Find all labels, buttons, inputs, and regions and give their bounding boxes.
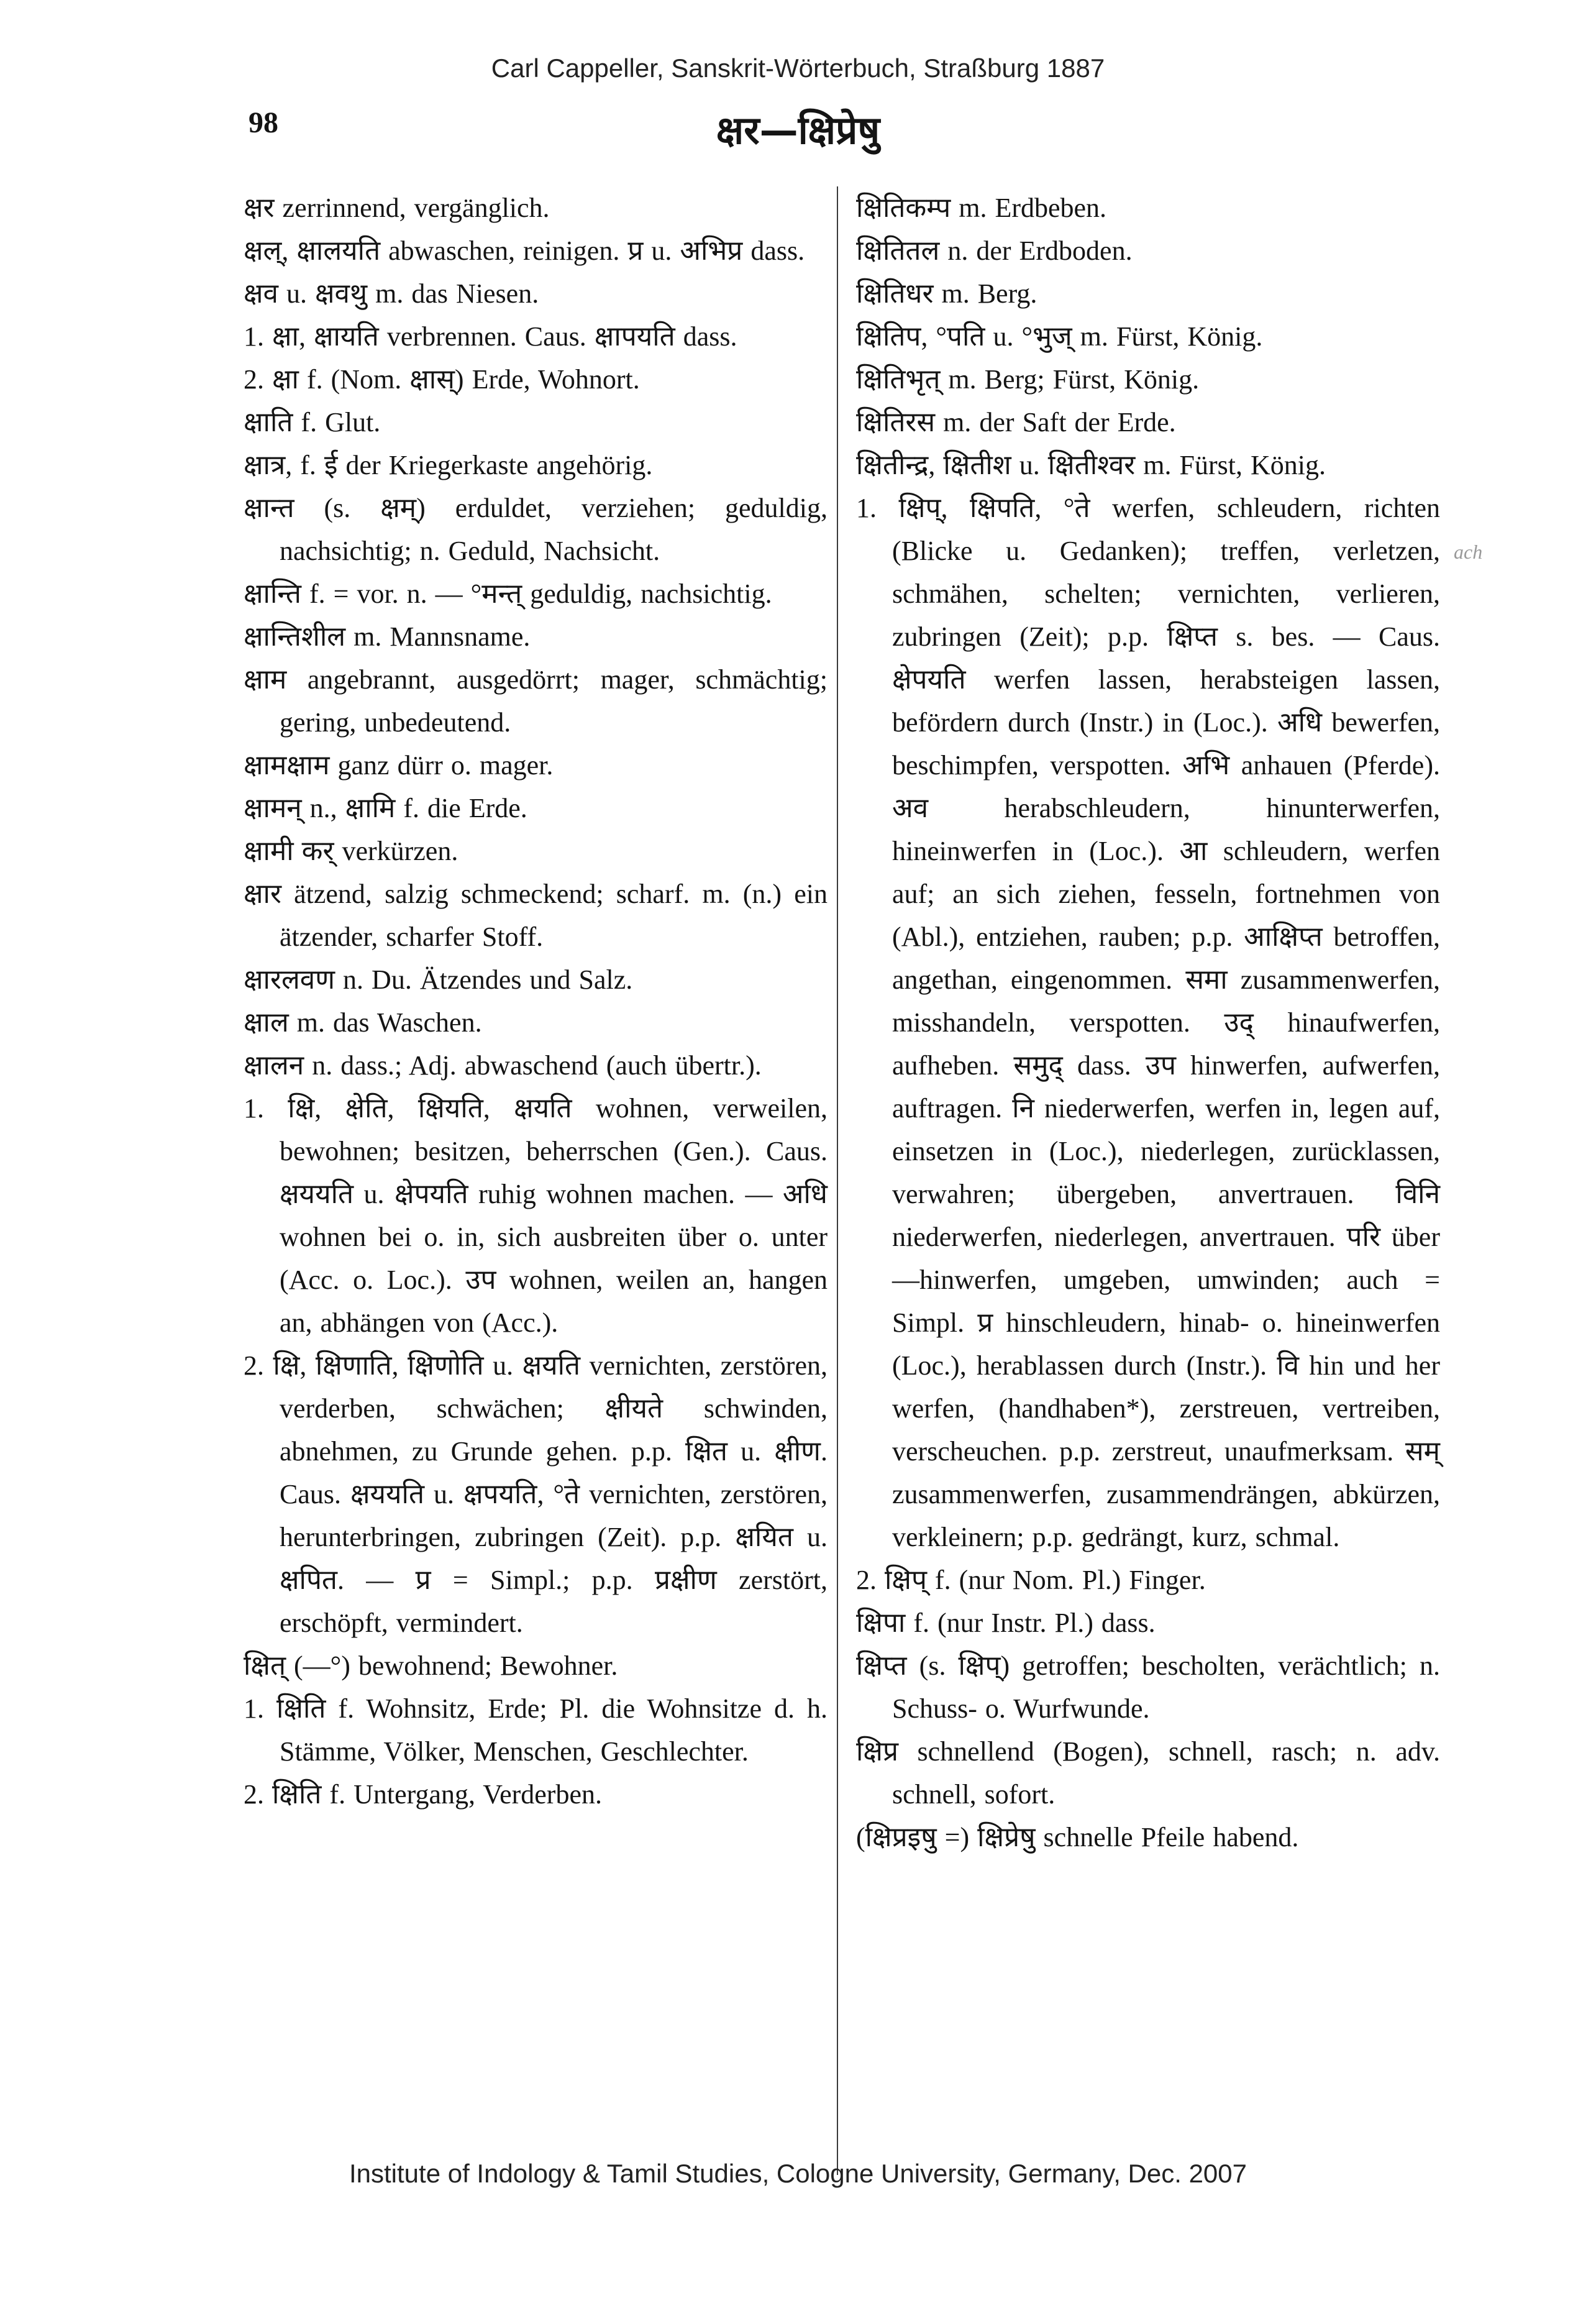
dictionary-entry: (क्षिप्रइषु =) क्षिप्रेषु schnelle Pfeile habend.	[856, 1822, 1299, 1852]
left-column	[244, 186, 828, 1816]
right-column	[856, 186, 1440, 1859]
dictionary-entry: क्षात्र, f. ई der Kriegerkaste angehörig.	[244, 450, 653, 480]
dictionary-entry: 1. क्षिप्, क्षिपति, °ते werfen, schleudern, richten (Blicke u. Gedanken); treffen, verletzen, schmähen, schelten; vernichten, verlieren, zubringen (Zeit); p.p. क्षिप्त s. bes. — Caus. क्षेपयति werfen lassen, herabsteigen lassen, befördern durch (Instr.) in (Loc.). अधि bewerfen, beschimpfen, verspotten. अभि anhauen (Pferde). अव herabschleudern, hinunterwerfen, hineinwerfen in (Loc.). आ schleudern, werfen auf; an sich ziehen, fesseln, fortnehmen von (Abl.), entziehen, rauben; p.p. आक्षिप्त betroffen, angethan, eingenommen. समा zusammenwerfen, misshandeln, verspotten. उद् hinaufwerfen, aufheben. समुद् dass. उप hinwerfen, aufwerfen, auftragen. नि niederwerfen, werfen in, legen auf, einsetzen in (Loc.), niederlegen, zurücklassen, verwahren; übergeben, anvertrauen. विनि niederwerfen, niederlegen, anvertrauen. परि über—hinwerfen, umgeben, umwinden; auch = Simpl. प्र hinschleudern, hinab- o. hineinwerfen (Loc.), herablassen durch (Instr.). वि hin und her werfen, (handhaben*), zerstreuen, vertreiben, verscheuchen. p.p. zerstreut, unaufmerksam. सम् zusammenwerfen, zusammendrängen, abkürzen, verkleinern; p.p. gedrängt, kurz, schmal.	[856, 493, 1440, 1552]
running-head: क्षर—क्षिप्रेषु	[716, 108, 880, 153]
header-citation: Carl Cappeller, Sanskrit-Wörterbuch, Straßburg 1887	[491, 53, 1105, 83]
dictionary-entry: क्षान्त (s. क्षम्) erduldet, verziehen; geduldig, nachsichtig; n. Geduld, Nachsicht.	[244, 493, 828, 566]
dictionary-entry: क्षामन् n., क्षामि f. die Erde.	[244, 793, 527, 823]
dictionary-entry: क्षिप्त (s. क्षिप्) getroffen; bescholten, verächtlich; n. Schuss- o. Wurfwunde.	[856, 1650, 1440, 1724]
dictionary-entry: 2. क्षिप् f. (nur Nom. Pl.) Finger.	[856, 1565, 1206, 1595]
dictionary-entry: क्षार ätzend, salzig schmeckend; scharf. m. (n.) ein ätzender, scharfer Stoff.	[244, 879, 828, 952]
dictionary-entry: क्षितिप, °पति u. °भुज् m. Fürst, König.	[856, 321, 1263, 352]
dictionary-entry: 2. क्षा f. (Nom. क्षास्) Erde, Wohnort.	[244, 364, 640, 395]
dictionary-entry: क्षाति f. Glut.	[244, 407, 381, 437]
dictionary-entry: क्षितिभृत् m. Berg; Fürst, König.	[856, 364, 1200, 395]
dictionary-entry: क्षामी कर् verkürzen.	[244, 836, 458, 866]
dictionary-entry: क्षित् (—°) bewohnend; Bewohner.	[244, 1650, 618, 1681]
dictionary-entry: क्षालन n. dass.; Adj. abwaschend (auch übertr.).	[244, 1050, 762, 1081]
dictionary-entry: क्षर zerrinnend, vergänglich.	[244, 193, 550, 223]
dictionary-entry: क्षितीन्द्र, क्षितीश u. क्षितीश्वर m. Fürst, König.	[856, 450, 1326, 480]
dictionary-entry: क्षितिरस m. der Saft der Erde.	[856, 407, 1176, 437]
dictionary-entry: क्षितिधर m. Berg.	[856, 278, 1037, 309]
dictionary-entry: क्षितितल n. der Erdboden.	[856, 236, 1133, 266]
dictionary-entry: क्षान्तिशील m. Mannsname.	[244, 621, 531, 652]
dictionary-entry: क्षारलवण n. Du. Ätzendes und Salz.	[244, 964, 633, 995]
page-number: 98	[249, 106, 278, 139]
dictionary-entry: 2. क्षि, क्षिणाति, क्षिणोति u. क्षयति vernichten, zerstören, verderben, schwächen; क्षीयते schwinden, abnehmen, zu Grunde gehen. p.p. क्षित u. क्षीण. Caus. क्षययति u. क्षपयति, °ते vernichten, zerstören, herunterbringen, zubringen (Zeit). p.p. क्षयित u. क्षपित. — प्र = Simpl.; p.p. प्रक्षीण zerstört, erschöpft, vermindert.	[244, 1350, 828, 1638]
dictionary-entry: क्षव u. क्षवथु m. das Niesen.	[244, 278, 539, 309]
dictionary-entry: क्षाल m. das Waschen.	[244, 1007, 482, 1038]
dictionary-entry: क्षल्, क्षालयति abwaschen, reinigen. प्र u. अभिप्र dass.	[244, 236, 805, 266]
dictionary-entry: 1. क्षा, क्षायति verbrennen. Caus. क्षापयति dass.	[244, 321, 737, 352]
dictionary-entry: 2. क्षिति f. Untergang, Verderben.	[244, 1779, 602, 1810]
dictionary-entry: क्षाम angebrannt, ausgedörrt; mager, schmächtig; gering, unbedeutend.	[244, 664, 828, 738]
column-divider	[837, 186, 838, 2175]
dictionary-entry: क्षिप्र schnellend (Bogen), schnell, rasch; n. adv. schnell, sofort.	[856, 1736, 1440, 1810]
margin-note: ach	[1454, 541, 1483, 563]
dictionary-entry: 1. क्षि, क्षेति, क्षियति, क्षयति wohnen, verweilen, bewohnen; besitzen, beherrschen (Gen.). Caus. क्षययति u. क्षेपयति ruhig wohnen machen. — अधि wohnen bei o. in, sich ausbreiten über o. unter (Acc. o. Loc.). उप wohnen, weilen an, hangen an, abhängen von (Acc.).	[244, 1093, 828, 1338]
footer-credit: Institute of Indology & Tamil Studies, Cologne University, Germany, Dec. 2007	[349, 2159, 1247, 2188]
dictionary-entry: क्षितिकम्प m. Erdbeben.	[856, 193, 1107, 223]
dictionary-entry: 1. क्षिति f. Wohnsitz, Erde; Pl. die Wohnsitze d. h. Stämme, Völker, Menschen, Geschlechter.	[244, 1693, 828, 1767]
dictionary-entry: क्षामक्षाम ganz dürr o. mager.	[244, 750, 554, 781]
dictionary-entry: क्षिपा f. (nur Instr. Pl.) dass.	[856, 1608, 1156, 1638]
dictionary-entry: क्षान्ति f. = vor. n. — °मन्त् geduldig, nachsichtig.	[244, 579, 772, 609]
